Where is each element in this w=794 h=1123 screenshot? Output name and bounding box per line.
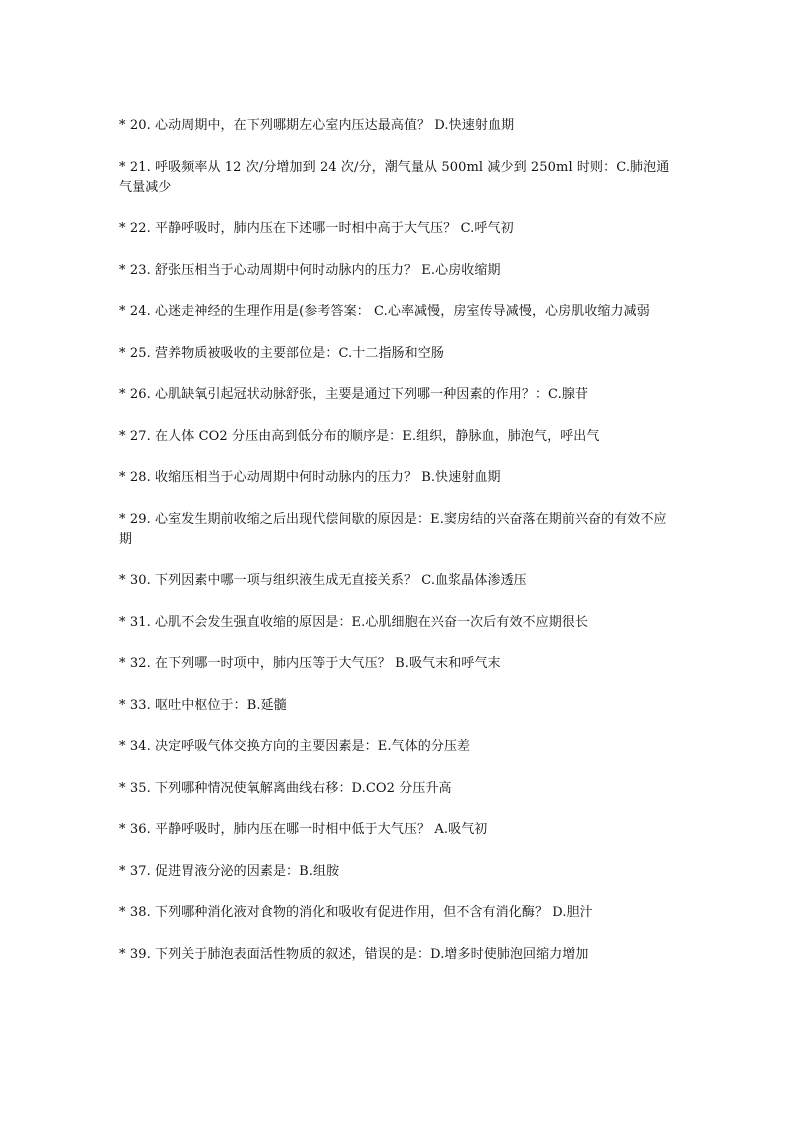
question-item-38: * 38. 下列哪种消化液对食物的消化和吸收有促进作用，但不含有消化酶？ D.胆汁	[119, 905, 593, 920]
question-item-33: * 33. 呕吐中枢位于：B.延髓	[119, 697, 287, 713]
question-item-26: * 26. 心肌缺氧引起冠状动脉舒张，主要是通过下列哪一种因素的作用？：C.腺苷	[119, 387, 589, 402]
question-item-34: * 34. 决定呼吸气体交换方向的主要因素是：E.气体的分压差	[119, 739, 471, 754]
question-item-36: * 36. 平静呼吸时，肺内压在哪一时相中低于大气压？ A.吸气初	[119, 822, 488, 837]
question-item-30: * 30. 下列因素中哪一项与组织液生成无直接关系？ C.血浆晶体渗透压	[119, 573, 527, 588]
question-item-32: * 32. 在下列哪一时项中，肺内压等于大气压？ B.吸气末和呼气末	[119, 656, 501, 671]
question-item-27: * 27. 在人体 CO2 分压由高到低分布的顺序是：E.组织，静脉血，肺泡气，呼出气	[119, 428, 600, 444]
question-item-29: * 29. 心室发生期前收缩之后出现代偿间歇的原因是：E.窦房结的兴奋落在期前兴奋的有效不应期	[119, 511, 667, 547]
question-item-25: * 25. 营养物质被吸收的主要部位是：C.十二指肠和空肠	[119, 345, 444, 361]
question-item-31: * 31. 心肌不会发生强直收缩的原因是：E.心肌细胞在兴奋一次后有效不应期很长	[119, 614, 589, 630]
question-item-20: * 20. 心动周期中，在下列哪期左心室内压达最高值？ D.快速射血期	[119, 118, 515, 133]
question-list	[119, 116, 679, 986]
question-item-22: * 22. 平静呼吸时，肺内压在下述哪一时相中高于大气压？ C.呼气初	[119, 221, 514, 236]
question-item-24: * 24. 心迷走神经的生理作用是(参考答案： C.心率减慢，房室传导减慢，心房肌收缩力减弱	[119, 304, 650, 319]
question-item-39: * 39. 下列关于肺泡表面活性物质的叙述，错误的是：D.增多时使肺泡回缩力增加	[119, 946, 589, 962]
question-item-37: * 37. 促进胃液分泌的因素是：B.组胺	[119, 863, 340, 879]
question-item-21: * 21. 呼吸频率从 12 次/分增加到 24 次/分，潮气量从 500ml 减少到 250ml 时则：C.肺泡通气量减少	[119, 159, 670, 195]
question-item-28: * 28. 收缩压相当于心动周期中何时动脉内的压力？ B.快速射血期	[119, 470, 501, 485]
question-item-35: * 35. 下列哪种情况使氧解离曲线右移：D.CO2 分压升高	[119, 780, 452, 796]
question-item-23: * 23. 舒张压相当于心动周期中何时动脉内的压力？ E.心房收缩期	[119, 262, 501, 278]
